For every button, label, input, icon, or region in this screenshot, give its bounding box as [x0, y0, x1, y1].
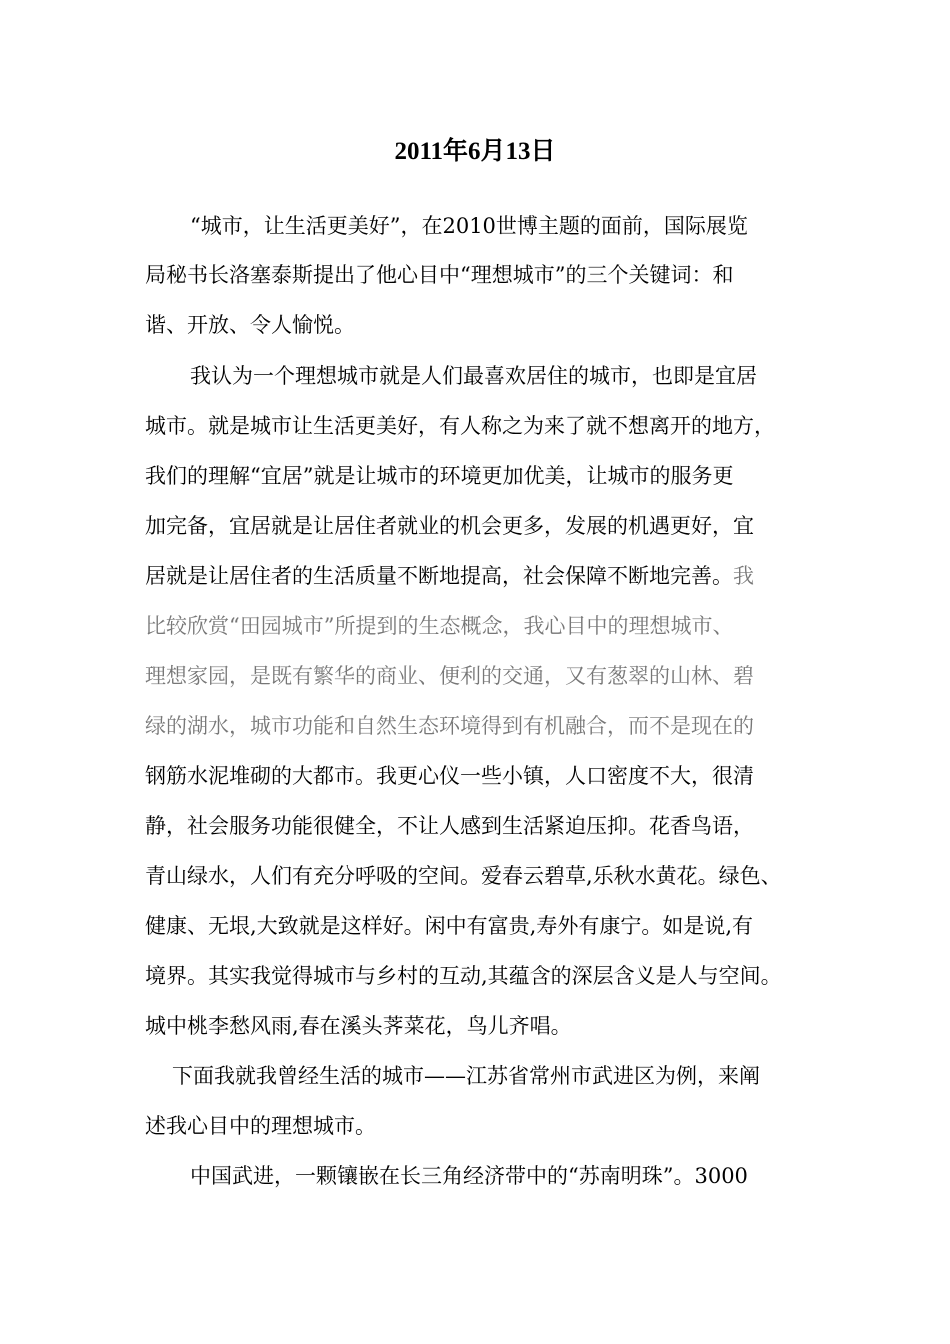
text-line-16: 境界。其实我觉得城市与乡村的互动,其蕴含的深层含义是人与空间。 — [145, 964, 782, 988]
text-line-19: 述我心目中的理想城市。 — [145, 1114, 376, 1138]
text-line-5: 城市。就是城市让生活更美好，有人称之为来了就不想离开的地方， — [145, 414, 775, 438]
text-line-8: 居就是让居住者的生活质量不断地提高，社会保障不断地完善。我 — [145, 564, 754, 588]
text-line-15: 健康、无垠,大致就是这样好。闲中有富贵,寿外有康宁。如是说,有 — [145, 914, 754, 938]
text-line-2: 局秘书长洛塞泰斯提出了他心目中“理想城市”的三个关键词：和 — [145, 263, 734, 287]
text-line-3: 谐、开放、令人愉悦。 — [145, 313, 355, 337]
text-line-4: 我认为一个理想城市就是人们最喜欢居住的城市，也即是宜居 — [190, 364, 757, 388]
text-line-11: 绿的湖水，城市功能和自然生态环境得到有机融合，而不是现在的 — [145, 714, 754, 738]
text-line-12: 钢筋水泥堆砌的大都市。我更心仪一些小镇，人口密度不大，很清 — [145, 764, 754, 788]
text-line-17: 城中桃李愁风雨,春在溪头荠菜花，鸟儿齐唱。 — [145, 1014, 572, 1038]
text-line-20: 中国武进，一颗镶嵌在长三角经济带中的“苏南明珠”。3000 — [190, 1164, 748, 1188]
text-line-10: 理想家园，是既有繁华的商业、便利的交通，又有葱翠的山林、碧 — [145, 664, 754, 688]
text-line-1: “城市，让生活更美好”，在2010世博主题的面前，国际展览 — [190, 214, 748, 238]
text-line-14: 青山绿水，人们有充分呼吸的空间。爱春云碧草,乐秋水黄花。绿色、 — [145, 864, 782, 888]
text-line-6: 我们的理解“宜居”就是让城市的环境更加优美，让城市的服务更 — [145, 464, 734, 488]
text-line-7: 加完备，宜居就是让居住者就业的机会更多，发展的机遇更好，宜 — [145, 514, 754, 538]
text-line-18: 下面我就我曾经生活的城市——江苏省常州市武进区为例，来阐 — [172, 1064, 760, 1088]
text-line-9: 比较欣赏“田园城市”所提到的生态概念，我心目中的理想城市、 — [145, 614, 734, 638]
document-title: 2011年6月13日 — [394, 138, 556, 165]
text-line-13: 静，社会服务功能很健全，不让人感到生活紧迫压抑。花香鸟语， — [145, 814, 754, 838]
